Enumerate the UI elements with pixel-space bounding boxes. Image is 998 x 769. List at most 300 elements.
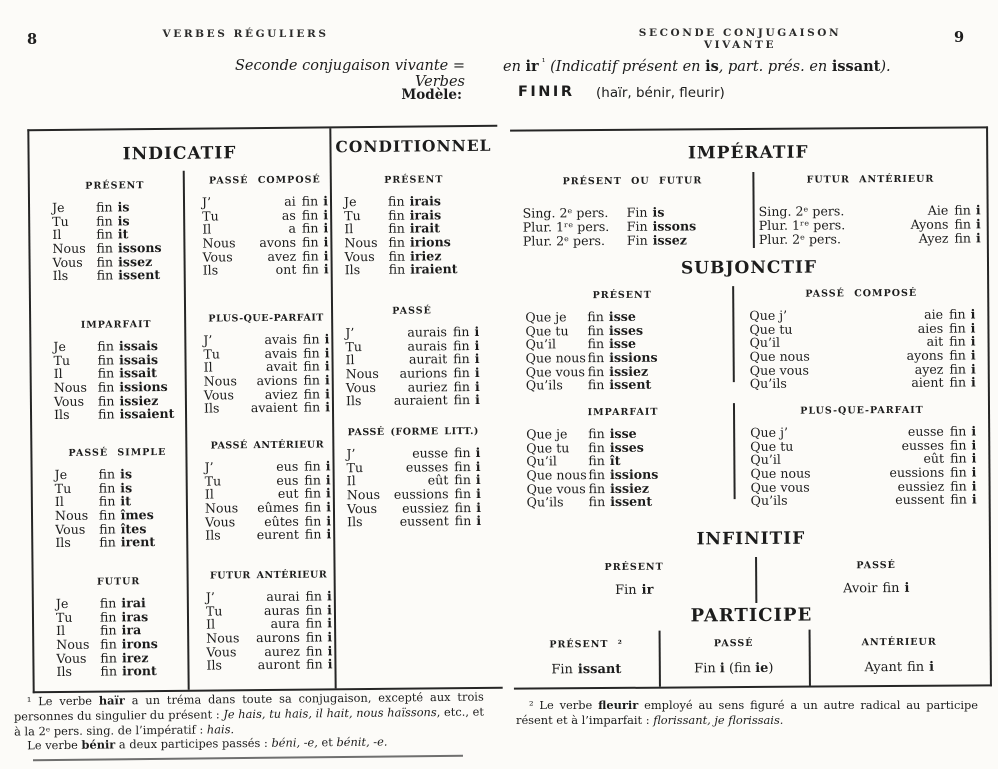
verb-stem: fin <box>97 352 115 368</box>
verb-stem: fin <box>587 363 605 379</box>
tense-label: PRÉSENT <box>85 180 145 192</box>
conjugation-row <box>759 217 981 233</box>
pronoun: Il <box>204 486 214 502</box>
auxiliary: eussiez <box>897 478 945 494</box>
pronoun: Vous <box>202 249 233 265</box>
auxiliary: auriez <box>407 378 448 395</box>
auxiliary: eurent <box>256 527 299 543</box>
auxiliary: aurez <box>264 643 301 659</box>
auxiliary: ayez <box>914 361 944 377</box>
verb-ending: i <box>971 491 977 507</box>
tense-label: PRÉSENT ² <box>549 638 623 651</box>
auxiliary: eusses <box>901 437 945 453</box>
tense-block-indicatif-present <box>52 180 179 282</box>
conjugation-row <box>345 261 485 276</box>
pronoun: Que nous <box>525 350 586 366</box>
verb-ending: isses <box>609 439 644 455</box>
verb-stem: fin <box>454 513 472 529</box>
verb-stem: fin <box>949 374 967 391</box>
column-divider <box>733 403 735 499</box>
verb-stem: fin <box>454 472 471 488</box>
conjugation-rows <box>52 199 179 282</box>
verb-stem: fin <box>587 309 604 325</box>
conjugation-row <box>347 472 481 487</box>
auxiliary: aient <box>911 375 944 391</box>
verb-stem: fin <box>100 650 117 666</box>
verb-stem: fin <box>453 392 471 408</box>
person-label: Sing. 2ᵉ pers. <box>758 203 845 219</box>
verb-stem: fin <box>453 351 470 367</box>
tense-label: PRÉSENT <box>604 561 664 574</box>
verb-stem: Fin <box>615 582 637 598</box>
tense-label: ANTÉRIEUR <box>861 636 937 649</box>
tense-block-indicatif-imparfait <box>53 319 180 421</box>
auxiliary: auront <box>257 657 301 673</box>
verb-ending: i <box>326 499 332 515</box>
verb-ending: iraient <box>410 261 458 278</box>
infinitif-present-value <box>513 582 755 599</box>
auxiliary: avons <box>259 234 297 251</box>
verb-ending: i <box>971 437 977 453</box>
conjugation-row <box>202 193 328 208</box>
verb-ending: iriez <box>409 248 442 264</box>
verb-ending: i <box>474 323 480 339</box>
verb-ending: i <box>971 464 977 480</box>
verb-stem: fin <box>950 491 967 508</box>
section-title-subjonctif: SUBJONCTIF <box>680 257 818 279</box>
tense-block-passe-anterieur <box>204 439 332 544</box>
infinitif-passe-value <box>763 580 989 597</box>
conjugation-row <box>202 221 328 236</box>
verb-ending: i <box>975 216 981 232</box>
pronoun: Il <box>202 221 212 237</box>
verb-ending: ira <box>121 622 142 638</box>
pronoun: Nous <box>344 234 378 251</box>
pronoun: Que vous <box>525 363 585 380</box>
right-footnote <box>516 698 978 728</box>
conjugation-row <box>56 650 182 665</box>
verb-stem: Fin <box>626 218 648 235</box>
pronoun: Que nous <box>750 465 811 482</box>
verb-stem: fin <box>99 534 116 551</box>
verb-ending: i <box>476 499 482 515</box>
conjugation-row <box>345 324 479 339</box>
model-verb-examples: (haïr, bénir, fleurir) <box>596 85 725 101</box>
conjugation-row <box>526 363 724 378</box>
conjugation-row <box>53 352 179 367</box>
auxiliary: ayons <box>906 347 944 363</box>
verb-stem: fin <box>99 609 117 625</box>
conjugation-rows <box>203 331 331 417</box>
pronoun: Vous <box>344 248 375 264</box>
conjugation-row <box>206 629 332 644</box>
person-label: Plur. 2ᵉ pers. <box>522 233 606 249</box>
text-segment: a un tréma dans toute sa conjugaison, excepté aux trois personnes du singulier du présent : <box>13 689 484 724</box>
verb-ending: issiez <box>610 480 650 496</box>
verb-stem: fin <box>587 377 605 393</box>
auxiliary: ait <box>926 334 944 350</box>
verb-ending: is <box>117 199 130 215</box>
auxiliary: aurais <box>407 337 448 354</box>
conjugation-row <box>56 636 182 651</box>
conjugation-row <box>526 466 724 481</box>
conjugation-row <box>204 400 330 415</box>
verb-stem: fin <box>304 485 322 501</box>
auxiliary: eut <box>277 486 299 502</box>
page-number-right: 9 <box>954 29 965 46</box>
conjugation-rows <box>523 204 749 248</box>
verb-stem: fin <box>303 358 320 375</box>
auxiliary: eusses <box>405 458 449 475</box>
person-label: Plur. 1ʳᵉ pers. <box>522 219 610 235</box>
pronoun: Que j’ <box>749 307 788 324</box>
pronoun: Que je <box>526 426 568 442</box>
auxiliary: aurais <box>407 324 448 340</box>
verb-ending: i <box>475 444 481 460</box>
verb-ending: i <box>327 602 333 618</box>
conjugation-rows <box>201 193 329 279</box>
pronoun: Vous <box>346 500 378 516</box>
text-segment: bénir <box>81 737 116 753</box>
verb-ending: îmes <box>120 507 154 523</box>
conjugation-row <box>54 406 180 421</box>
conjugation-row <box>53 267 179 282</box>
verb-ending: issions <box>119 378 168 395</box>
conjugation-row <box>525 336 723 351</box>
pronoun: Vous <box>53 393 85 409</box>
verb-stem: fin <box>98 493 116 509</box>
section-title-conditionnel: CONDITIONNEL <box>335 135 492 157</box>
conjugation-row <box>759 202 981 218</box>
auxiliary: aie <box>923 306 944 322</box>
page-edge-scan-line <box>33 755 463 762</box>
verb-stem: fin <box>305 629 323 645</box>
tense-label: PASSÉ COMPOSÉ <box>208 174 321 187</box>
verb-ending: i <box>970 374 976 390</box>
pronoun: Je <box>343 194 357 210</box>
pronoun: Il <box>56 623 66 639</box>
conjugation-row <box>56 622 182 637</box>
conjugation-row <box>55 480 181 495</box>
pronoun: Que vous <box>526 480 586 497</box>
conjugation-row <box>346 459 480 474</box>
verb-stem: fin <box>588 494 606 510</box>
verb-ending: issent <box>118 267 161 283</box>
conjugation-row <box>523 218 749 234</box>
verb-stem: fin <box>97 379 115 395</box>
verb-stem: fin <box>304 513 322 529</box>
auxiliary: eûmes <box>257 499 299 516</box>
conjugation-row <box>347 500 481 515</box>
pronoun: Vous <box>203 387 235 403</box>
pronoun: Il <box>345 352 355 368</box>
verb-stem: fin <box>453 337 470 353</box>
verb-stem: fin <box>453 378 471 394</box>
verb-ending: issez <box>652 232 687 249</box>
pronoun: Tu <box>344 207 361 223</box>
verb-stem: fin <box>96 226 113 242</box>
verb-ending: i <box>476 513 482 529</box>
conjugation-row <box>56 595 182 610</box>
verb-ending: is <box>120 466 133 482</box>
column-divider <box>183 171 189 690</box>
conjugation-row <box>345 351 479 366</box>
auxiliary: ont <box>275 262 297 278</box>
verb-ending: i <box>475 485 481 502</box>
conjugation-row <box>206 616 332 631</box>
conjugation-row <box>526 453 724 468</box>
verb-stem: fin <box>907 659 925 675</box>
modele-label: Modèle: <box>401 87 462 103</box>
tense-label: PASSÉ SIMPLE <box>68 446 167 459</box>
conjugation-row <box>52 199 178 214</box>
pronoun: Que je <box>525 309 567 325</box>
pronoun: Tu <box>345 338 362 354</box>
conjugation-row <box>526 377 724 392</box>
conjugation-row <box>56 608 182 623</box>
verb-stem: fin <box>306 656 323 673</box>
conjugation-row <box>523 232 749 248</box>
verb-stem: fin <box>96 267 114 284</box>
conjugation-row <box>206 602 332 617</box>
verb-ending: ît <box>609 453 621 469</box>
verb-stem: fin <box>387 193 405 209</box>
auxiliary: eûtes <box>264 513 299 529</box>
verb-stem: fin <box>100 663 118 680</box>
conjugation-row <box>55 534 181 549</box>
person-label: Plur. 1ʳᵉ pers. <box>758 217 846 234</box>
conjugation-rows <box>346 445 481 528</box>
text-segment: ) <box>768 660 774 676</box>
pronoun: Qu’il <box>525 336 557 352</box>
text-segment: (fin <box>724 660 756 677</box>
verb-ending: i <box>475 458 481 474</box>
verb-stem: fin <box>98 466 116 482</box>
conjugation-row <box>527 494 725 509</box>
verb-ending: issiez <box>609 363 649 379</box>
verb-stem: fin <box>304 526 322 543</box>
auxiliary: aviez <box>264 386 298 402</box>
auxiliary: aurons <box>256 629 300 646</box>
verb-ending: irait <box>409 220 441 236</box>
conjugation-rows <box>56 595 183 678</box>
conjugation-rows <box>345 324 480 407</box>
conjugation-row <box>204 386 330 401</box>
model-verb-finir: FINIR <box>518 84 575 100</box>
pronoun: Que vous <box>749 362 809 378</box>
pronoun: Ils <box>205 527 221 544</box>
tense-label: PASSÉ <box>856 559 896 572</box>
verb-stem: fin <box>100 622 117 638</box>
conjugation-row <box>56 663 182 678</box>
text-segment: part. prés. en <box>727 58 832 75</box>
text-segment: en <box>503 58 526 75</box>
verb-ending: i <box>971 478 977 494</box>
text-segment: haïr <box>98 693 125 708</box>
auxiliary: eussent <box>399 513 449 530</box>
verb-stem: fin <box>949 423 967 439</box>
verb-ending: irions <box>409 234 451 250</box>
section-title-infinitif: INFINITIF <box>696 528 806 550</box>
pronoun: Ils <box>56 664 73 680</box>
auxiliary: as <box>281 207 296 223</box>
verb-stem: fin <box>97 393 115 409</box>
verb-stem: fin <box>587 322 605 338</box>
pronoun: Nous <box>202 235 236 251</box>
tense-label: PASSÉ (FORME LITT.) <box>347 425 479 439</box>
verb-ending: i <box>326 526 332 542</box>
verb-stem: fin <box>97 406 115 423</box>
auxiliary: avais <box>264 345 298 361</box>
column-divider <box>732 286 734 382</box>
text-segment: ¹ Le verbe <box>26 693 99 709</box>
text-segment: , etc., et à la 2ᵉ pers. sing. de l’impératif : <box>14 704 484 739</box>
verb-stem: fin <box>304 458 321 474</box>
text-segment: is <box>705 57 719 75</box>
verb-ending: i <box>474 378 480 394</box>
text-segment: i <box>719 661 725 677</box>
tense-label: PLUS-QUE-PARFAIT <box>208 312 324 325</box>
tense-label: PASSÉ <box>713 637 754 650</box>
tense-label: PRÉSENT <box>592 289 652 302</box>
auxiliary: eus <box>276 458 299 474</box>
tense-label: FUTUR ANTÉRIEUR <box>209 569 328 582</box>
text-segment: ie <box>755 660 769 676</box>
section-title-imperatif: IMPÉRATIF <box>687 142 809 164</box>
verb-stem: fin <box>99 595 117 611</box>
verb-stem: fin <box>949 361 966 377</box>
auxiliary: Ayons <box>910 216 949 233</box>
auxiliary: Aie <box>927 202 949 218</box>
verb-stem: fin <box>97 365 115 381</box>
verb-ending: i <box>324 358 330 374</box>
verb-ending: issiez <box>119 392 159 409</box>
auxiliary: auras <box>263 602 300 618</box>
verb-ending: i <box>325 472 331 488</box>
conjugation-rows <box>759 202 981 246</box>
verb-stem: fin <box>949 437 967 453</box>
pronoun: J’ <box>205 589 215 605</box>
verb-ending: issais <box>118 351 159 368</box>
conjugation-row <box>202 207 328 222</box>
person-label: Sing. 2ᵉ pers. <box>522 204 609 221</box>
verb-ending: i <box>323 207 329 223</box>
auxiliary: Avoir <box>843 581 878 597</box>
verb-stem: fin <box>454 486 472 502</box>
tense-block-conditionnel-passe <box>345 305 480 407</box>
conjugation-row <box>205 527 331 542</box>
text-segment: hais. <box>206 721 235 737</box>
verb-stem: fin <box>96 254 114 270</box>
verb-ending: i <box>970 333 976 349</box>
verb-stem: fin <box>96 240 114 256</box>
verb-stem: fin <box>949 450 967 466</box>
conjugation-row <box>750 375 976 390</box>
conjugation-row <box>204 359 330 374</box>
conjugation-rows <box>526 425 725 509</box>
pronoun: Ils <box>52 268 69 284</box>
conjugation-row <box>526 439 724 454</box>
verb-stem: fin <box>954 202 971 218</box>
conjugation-row <box>52 226 178 241</box>
verb-ending: issais <box>118 338 158 354</box>
auxiliary: eussions <box>889 464 945 481</box>
conjugation-row <box>53 254 179 269</box>
verb-ending: i <box>327 656 333 672</box>
auxiliary: eût <box>923 451 945 467</box>
verb-stem: fin <box>587 336 605 352</box>
conjugation-row <box>344 220 484 235</box>
text-segment: ). <box>880 58 891 75</box>
text-segment: issant <box>831 57 881 75</box>
verb-stem: fin <box>949 333 966 349</box>
auxiliary: eusse <box>907 423 944 439</box>
verb-stem: fin <box>97 338 114 354</box>
verb-ending: isse <box>608 308 636 324</box>
verb-ending: issaient <box>119 406 175 422</box>
pronoun: J’ <box>346 446 356 462</box>
pronoun: Que j’ <box>750 424 789 441</box>
pronoun: Je <box>54 466 68 483</box>
conjugation-row <box>345 338 479 353</box>
intro-line-right <box>503 57 985 75</box>
pronoun: Il <box>52 227 62 243</box>
auxiliary: a <box>288 221 297 237</box>
verb-stem: fin <box>304 472 321 488</box>
conjugation-row <box>55 507 181 522</box>
conjugation-row <box>202 248 328 263</box>
verb-ending: i <box>324 345 330 361</box>
pronoun: Que tu <box>525 322 569 339</box>
conjugation-row <box>526 425 724 440</box>
verb-stem: fin <box>949 320 966 336</box>
pronoun: Il <box>54 494 64 510</box>
verb-stem: fin <box>388 262 406 278</box>
auxiliary: aurai <box>266 588 300 604</box>
auxiliary: aurions <box>399 365 448 381</box>
pronoun: J’ <box>204 459 214 475</box>
conjugation-row <box>205 513 331 528</box>
verb-ending: i <box>323 193 329 209</box>
verb-ending: irez <box>121 649 149 666</box>
pronoun: J’ <box>345 325 355 341</box>
pronoun: Nous <box>56 636 90 653</box>
pronoun: Que tu <box>750 438 794 454</box>
verb-ending: i <box>929 659 935 675</box>
pronoun: Que nous <box>526 467 587 483</box>
verb-ending: i <box>474 365 480 381</box>
verb-stem: fin <box>303 345 320 361</box>
conjugation-row <box>759 231 981 247</box>
verb-ending: issions <box>609 466 659 483</box>
pronoun: Nous <box>204 500 239 516</box>
pronoun: Qu’ils <box>526 494 564 511</box>
conjugation-rows <box>204 458 332 544</box>
tense-block-conditionnel-passe-litt <box>346 426 481 528</box>
verb-ending: i <box>970 320 976 336</box>
text-segment: béni, -e, <box>271 735 318 751</box>
pronoun: Ils <box>345 393 362 409</box>
verb-ending: irent <box>120 534 156 550</box>
text-segment: , <box>718 58 728 75</box>
verb-ending: i <box>326 588 332 604</box>
text-segment: Le verbe <box>27 738 82 753</box>
footnote-paragraph <box>14 690 484 739</box>
tense-block-plus-que-parfait <box>203 312 331 417</box>
pronoun: Nous <box>52 240 86 257</box>
verb-ending: i <box>324 372 330 388</box>
conjugation-row <box>54 365 180 380</box>
